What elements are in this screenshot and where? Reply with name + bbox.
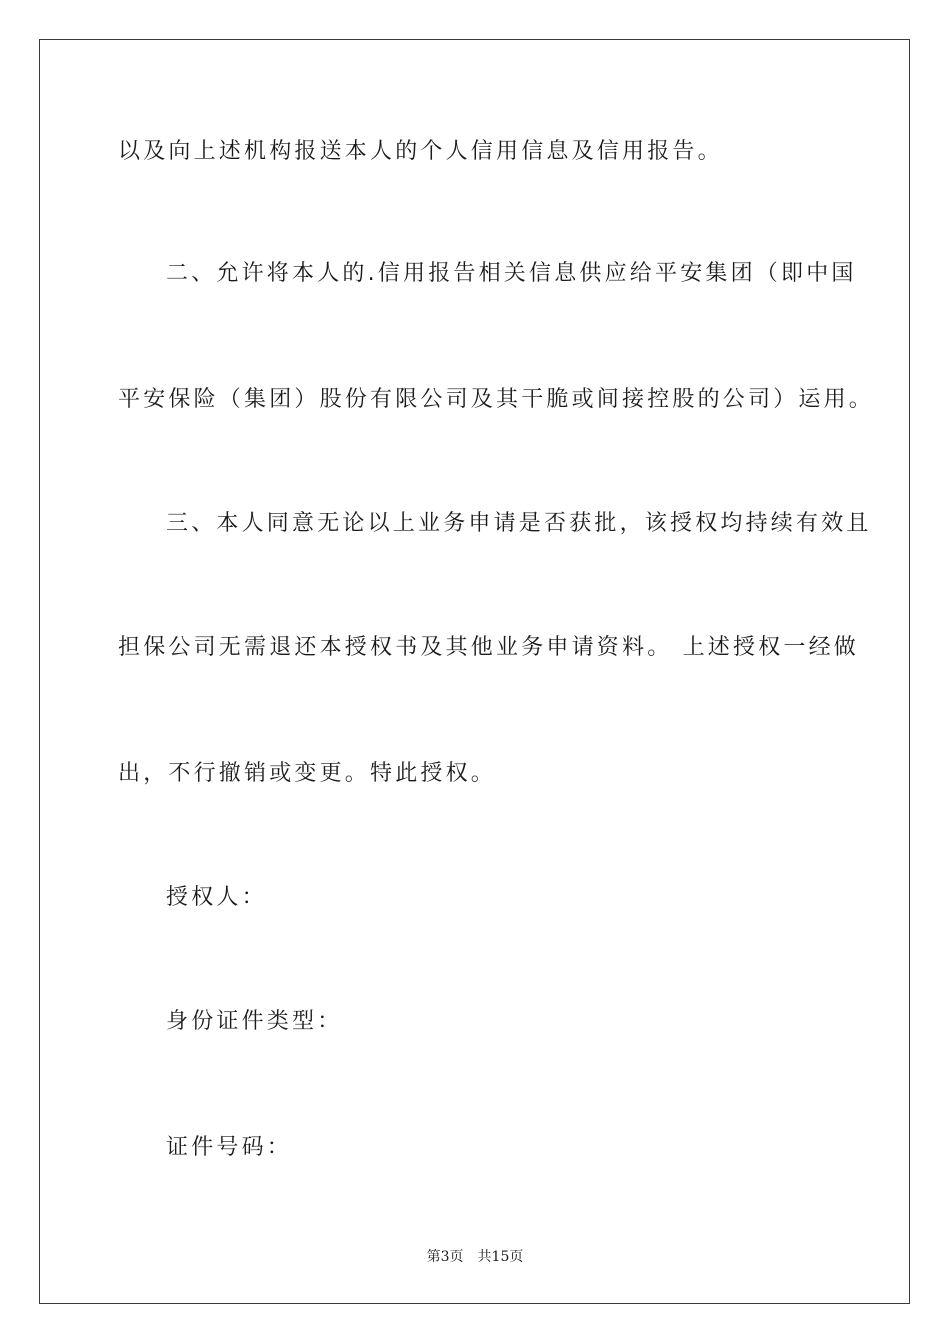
authorizer-label: 授权人： (166, 885, 267, 910)
clause-three-line-2: 担保公司无需退还本授权书及其他业务申请资料。 上述授权一经做 (118, 635, 859, 660)
id-type-label: 身份证件类型： (166, 1009, 343, 1034)
paragraph-line-continuation: 以及向上述机构报送本人的个人信用信息及信用报告。 (118, 139, 723, 164)
id-number-label: 证件号码： (166, 1135, 293, 1160)
page-number-current: 第3页 (426, 1249, 464, 1265)
page-number-total: 共15页 (477, 1249, 524, 1265)
clause-two-line-1: 二、允许将本人的.信用报告相关信息供应给平安集团（即中国 (166, 261, 857, 286)
clause-three-line-3: 出，不行撤销或变更。特此授权。 (118, 761, 497, 786)
page-footer (0, 1247, 950, 1267)
page-border (39, 39, 910, 1304)
clause-three-line-1: 三、本人同意无论以上业务申请是否获批，该授权均持续有效且 (166, 511, 872, 536)
clause-two-line-2: 平安保险（集团）股份有限公司及其干脆或间接控股的公司）运用。 (118, 387, 875, 412)
